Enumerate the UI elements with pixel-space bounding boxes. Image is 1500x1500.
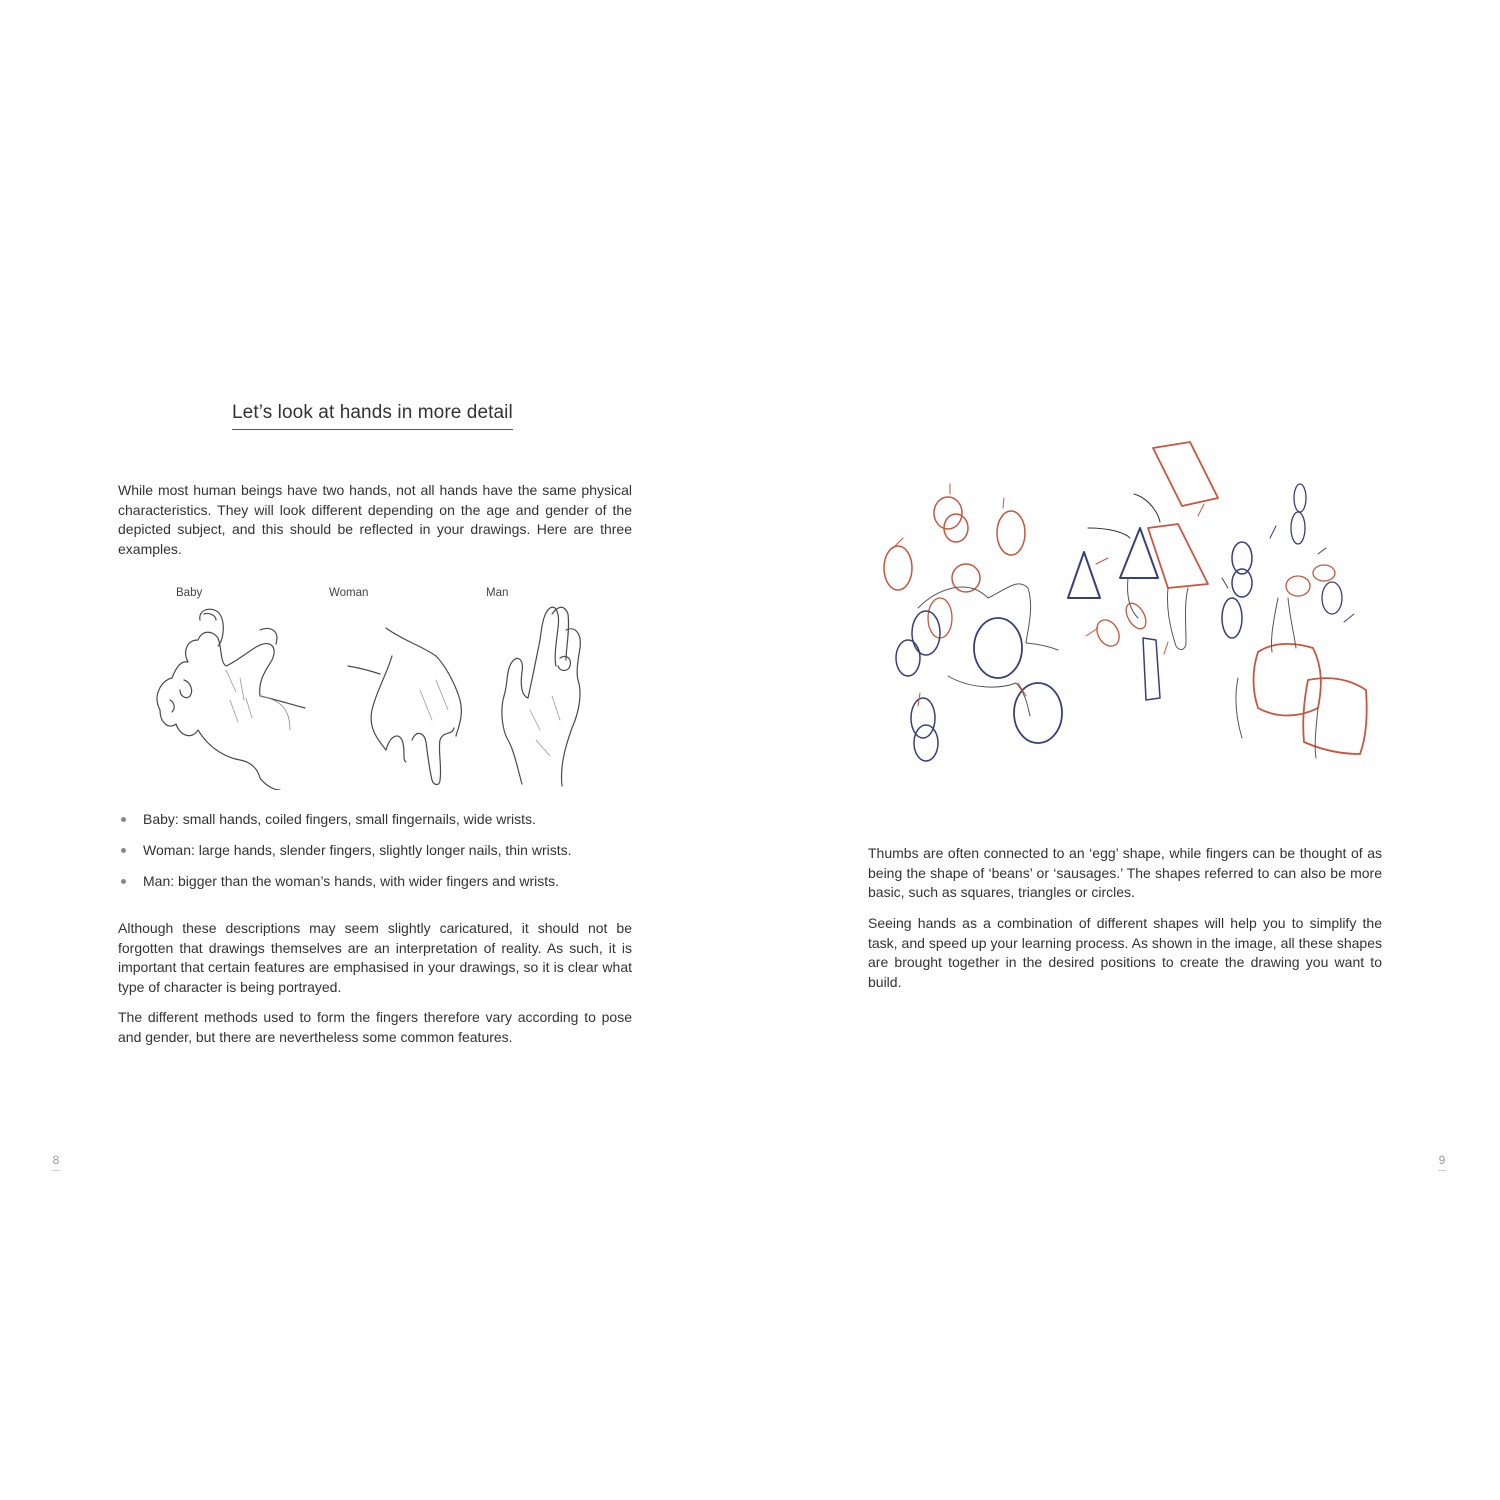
body-paragraph: Although these descriptions may seem slightly caricatured, it should not be forgotten that drawings themselves are an interpretation of reality. As such, it is important that certain features are emphasised in your drawings, so it is clear what type of character is being portrayed.	[118, 920, 632, 995]
intro-paragraph: While most human beings have two hands, not all hands have the same physical characteristics. They will look different depending on the age and gender of the depicted subject, and this should be reflected in your drawings. Here are three examples.	[118, 482, 632, 557]
page-heading: Let’s look at hands in more detail	[232, 402, 513, 430]
body-paragraph: Seeing hands as a combination of different shapes will help you to simplify the task, and speed up your learning process. As shown in the image, all these shapes are brought together in the desired positions to create the drawing you want to build.	[868, 915, 1382, 990]
bullet-icon	[121, 848, 126, 853]
raised-hand-shapes	[1222, 484, 1367, 758]
page-number	[49, 1153, 63, 1171]
grasp-hand-shapes	[884, 484, 1062, 761]
heading-wrap	[232, 402, 517, 430]
page-number	[1435, 1153, 1449, 1171]
figure-label-woman: Woman	[329, 587, 369, 599]
characteristics-list	[118, 810, 632, 903]
hand-shapes-illustration	[878, 428, 1378, 768]
baby-hand-drawing	[157, 609, 305, 790]
pointing-hand-shapes	[1068, 442, 1218, 700]
bullet-icon	[121, 879, 126, 884]
hands-illustration	[140, 600, 600, 790]
figure-label-baby: Baby	[176, 587, 203, 599]
figure-label-man: Man	[486, 587, 509, 599]
list-item-text: Woman: large hands, slender fingers, slightly longer nails, thin wrists.	[143, 842, 572, 858]
list-item-man	[118, 872, 632, 891]
list-item-woman	[118, 841, 632, 860]
page-number-text: 8	[52, 1153, 60, 1167]
page-number-rule	[1438, 1170, 1446, 1171]
man-hand-drawing	[502, 607, 580, 786]
woman-hand-drawing	[348, 628, 461, 785]
body-paragraph: The different methods used to form the fingers therefore vary according to pose and gender, but there are nevertheless some common features.	[118, 1009, 632, 1045]
page-number-text: 9	[1438, 1153, 1446, 1167]
page-number-rule	[52, 1170, 60, 1171]
list-item-text: Man: bigger than the woman’s hands, with wider fingers and wrists.	[143, 873, 560, 889]
list-item-text: Baby: small hands, coiled fingers, small fingernails, wide wrists.	[143, 811, 536, 827]
bullet-icon	[121, 817, 126, 822]
body-paragraph: Thumbs are often connected to an ‘egg’ shape, while fingers can be thought of as being the shape of ‘beans’ or ‘sausages.’ The shapes referred to can also be more basic, such as squares, triangles or circles.	[868, 845, 1382, 901]
list-item-baby	[118, 810, 632, 829]
